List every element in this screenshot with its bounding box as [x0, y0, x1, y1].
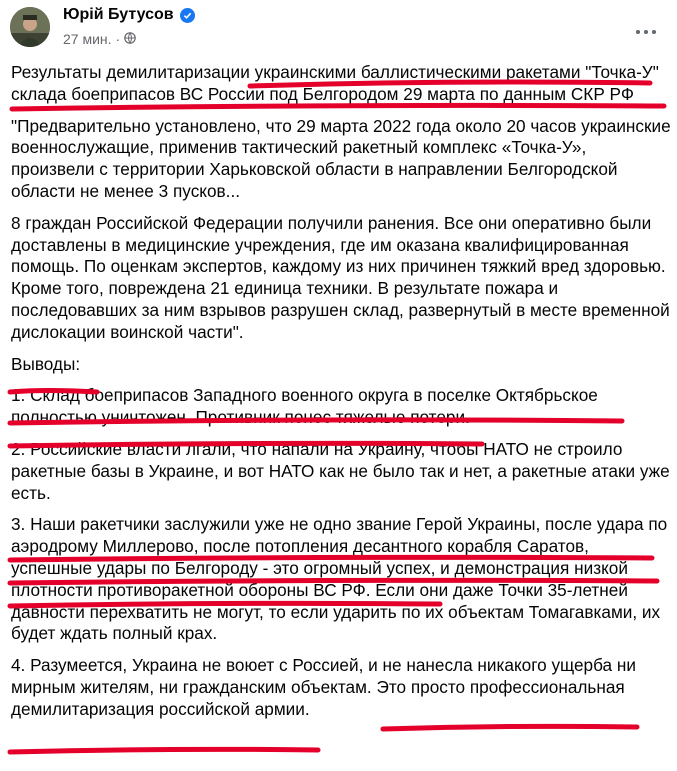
paragraph-casualties: 8 граждан Российской Федерации получили ранения. Все они оперативно были доставлены в медицинские учреждения, где им оказана квалифицированная помощь. По оценкам экспертов, каждому из них причинен тяжкий вред здоровью. Кроме того, повреждена 21 единица техники. В результате пожара и последовавших за ним взрывов разрушен склад, развернутый в месте временной дислокации воинской части".	[11, 212, 670, 342]
globe-icon	[124, 31, 136, 47]
author-avatar[interactable]	[10, 7, 50, 47]
verified-badge-icon	[180, 8, 195, 23]
highlighted-text: украинскими баллистическими ракетами "Точка-У" склада боеприпасов ВС России под Белгородом 29 марта по данным СКР РФ	[11, 62, 659, 104]
highlighted-text: Это просто профессиональная демилитаризация российской армии.	[11, 676, 625, 719]
post-meta	[63, 31, 136, 47]
conclusions-heading: Выводы:	[11, 353, 81, 374]
red-underline	[10, 749, 318, 752]
author-name[interactable]	[63, 6, 195, 24]
avatar-photo	[10, 7, 50, 47]
conclusion-1: 1. Склад боеприпасов Западного военного округа в поселке Октябрьское полностью уничтожен. Противник понес тяжелые потери.	[11, 385, 598, 428]
post-time[interactable]: 27 мин.	[63, 31, 112, 47]
post-header	[0, 0, 677, 60]
meta-separator: ·	[115, 31, 121, 47]
paragraph-source: Результаты демилитаризации украинскими баллистическими ракетами "Точка-У" склада боеприпасов ВС России под Белгородом 29 марта по данным СКР РФ	[11, 62, 659, 104]
paragraph-quote: "Предварительно установлено, что 29 марта 2022 года около 20 часов украинские военнослужащие, применив тактический ракетный комплекс «Точка-У», произвели с территории Харьковской области в направлении Белгородской области не менее 3 пусков...	[11, 115, 671, 201]
conclusion-3: 3. Наши ракетчики заслужили уже не одно звание Герой Украины, после удара по аэродрому Миллерово, после потопления десантного корабля Саратов, успешные удары по Белгороду - это огромный успех, и демонстрация низкой плотности противоракетной обороны ВС РФ. Если они даже Точки 35-летней давности перехватить не могут, то если ударить по их объектам Томагавками, их будет ждать полный крах.	[11, 514, 668, 644]
post-text	[11, 62, 671, 731]
author-name-text[interactable]: Юрій Бутусов	[63, 6, 174, 23]
conclusion-4: 4. Разумеется, Украина не воюет с Россией, и не нанесла никакого ущерба ни мирным жителям, ни гражданским объектам. Это просто профессиональная демилитаризация российской армии.	[11, 655, 636, 719]
more-options-icon[interactable]	[628, 14, 664, 50]
conclusion-2: 2. Российские власти лгали, что напали на Украину, чтобы НАТО не строило ракетные базы в Украине, и вот НАТО как не было так и нет, а ракетные атаки уже есть.	[11, 438, 670, 503]
